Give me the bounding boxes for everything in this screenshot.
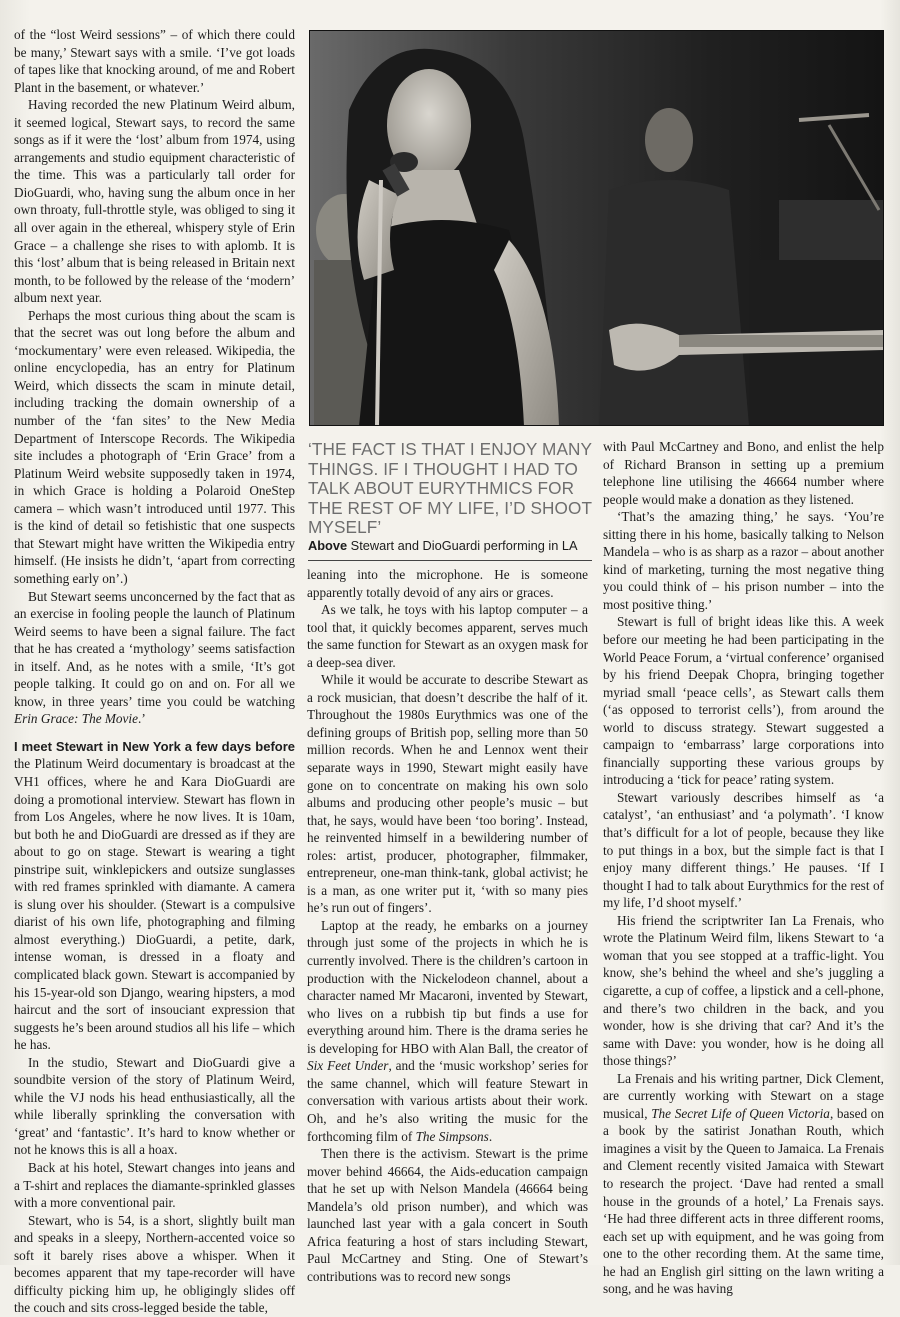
paragraph: leaning into the microphone. He is someone apparently totally devoid of any airs or graces. bbox=[307, 567, 588, 600]
text-run: .’ bbox=[138, 711, 146, 727]
paragraph: ‘That’s the amazing thing,’ he says. ‘You’re sitting there in his home, basically talking to Nelson Mandela – who is as sharp as a razor – about another kind of marketing, turning the most negative thing you could think of – his prison number – into the most positive thing.’ bbox=[603, 509, 884, 612]
paragraph: Then there is the activism. Stewart is the prime mover behind 46664, the Aids-education campaign that he set up with Nelson Mandela (46664 being Mandela’s old prison number), and which was launched last year with a gala concert in South Africa featuring a host of stars including Stewart, Paul McCartney and Sting. One of Stewart’s contributions was to record new songs bbox=[307, 1146, 588, 1284]
performance-photo bbox=[309, 30, 884, 426]
photo-caption bbox=[308, 538, 592, 561]
paragraph: Having recorded the new Platinum Weird album, it seemed logical, Stewart says, to record the same songs as if it were the ‘lost’ album from 1974, using arrangements and studio equipment characteristic of the time. This was a particularly tall order for DioGuardi, who, having sung the album once in her own throaty, full-throttle style, was obliged to sing it all over again in the ethereal, whispery style of Erin Grace – a challenge she rises to with aplomb. It is this ‘lost’ album that is being released in Britain next month, to be followed by the release of the ‘modern’ album next year. bbox=[14, 97, 295, 306]
text-run: the Platinum Weird documentary is broadcast at the VH1 offices, where he and Kara DioGuardi are doing a promotional interview. Stewart has flown in from Los Angeles, where he now lives. It is 10am, but both he and DioGuardi are dressed as if they are about to go on stage. Stewart is wearing a tight pinstripe suit, winklepickers and outsize sunglasses with red frames sprinkled with diamante. A camera is slung over his shoulder. (Stewart is a compulsive diarist of his own life, photographing and filming almost everything.) DioGuardi, a petite, dark, intense woman, is dressed in a floaty and complicated black gown. Stewart is accompanied by his 15-year-old son Django, wearing hipsters, a mod haircut and the sort of insouciant expression that suggests he’s been around studios all his life – which he has. bbox=[14, 756, 295, 1053]
paragraph: Stewart is full of bright ideas like this. A week before our meeting he had been participating in the World Peace Forum, a ‘virtual conference’ organised by his friend Deepak Chopra, bringing together myriad small ‘peace cells’, as Stewart calls them (‘as opposed to terrorist cells’), from around the world to discuss strategy. Stewart suggested a campaign to ‘embarrass’ large corporations into financially supporting these various groups by introducing a ‘tick for peace’ rating system. bbox=[603, 614, 884, 788]
section-opening-paragraph bbox=[14, 738, 295, 1054]
article-column-1 bbox=[14, 26, 295, 1317]
italic-title: Six Feet Under bbox=[307, 1058, 389, 1074]
text-run: Laptop at the ready, he embarks on a journey through just some of the projects in which he is currently involved. There is the children’s cartoon in production with the Nickelodeon channel, about a character named Mr Macaroni, invented by Stewart, who lives on a rubbish tip but finds a use for everything around him. There is the drama series he is developing for HBO with Alan Ball, the creator of bbox=[307, 917, 588, 1056]
italic-title: Erin Grace: The Movie bbox=[14, 711, 138, 727]
paragraph: His friend the scriptwriter Ian La Frenais, who wrote the Platinum Weird film, likens Stewart to ‘a woman that you see stopped at a traffic-light. You know, she’s behind the wheel and she’s juggling a cigarette, a cup of coffee, a lipstick and a cell-phone, and there’s two children in the back, and you wonder, how is she driving that car? And it’s the same with Dave: you wonder, how is he doing all those things?’ bbox=[603, 912, 884, 1069]
text-run: But Stewart seems unconcerned by the fact that as an exercise in fooling people the launch of Platinum Weird seems to have been a signal failure. The fact that he has created a ‘mythology’ seems satisfaction in itself. And, as he notes with a smile, ‘It’s got people talking. It could go on and on. For all we know, in three years’ time you could be watching bbox=[14, 588, 295, 709]
article-column-2 bbox=[307, 566, 588, 1285]
paragraph: Stewart variously describes himself as ‘a catalyst’, ‘an enthusiast’ and ‘a polymath’. ‘I know that’s difficult for a lot of people, because they like to put things in a box, but the simple fact is that I enjoy many different things.’ He pauses. ‘If I thought I had to talk about Eurythmics for the rest of my life, I’d shoot myself.’ bbox=[603, 789, 884, 911]
text-run: , and the ‘music workshop’ series for the same channel, which will feature Stewart in conversation with various artists about their work. Oh, and he’s also writing the music for the forthcoming film of bbox=[307, 1058, 588, 1144]
paragraph: with Paul McCartney and Bono, and enlist the help of Richard Branson in setting up a premium telephone line utilising the 46664 number where people would make a donation as they listened. bbox=[603, 439, 884, 507]
pull-quote: ‘THE FACT IS THAT I ENJOY MANY THINGS. IF I THOUGHT I HAD TO TALK ABOUT EURYTHMICS FOR THE REST OF MY LIFE, I’D SHOOT MYSELF’ bbox=[308, 439, 592, 537]
italic-title: The Simpsons bbox=[415, 1128, 489, 1144]
paragraph: While it would be accurate to describe Stewart as a rock musician, that doesn’t describe the half of it. Throughout the 1980s Eurythmics was one of the defining groups of British pop, selling more than 50 million records. When he and Lennox went their separate ways in 1990, Stewart might easily have gone on to concentrate on making his own solo albums and producing other people’s music – but that, he says, would have been ‘too boring’. Instead, he reinvented himself in a bewildering number of roles: artist, producer, photographer, filmmaker, entrepreneur, one-man think-tank, global activist; he is a man, as one writer put it, ‘with so many pies he’s run out of fingers’. bbox=[307, 672, 588, 916]
text-run: , based on a book by the satirist Jonathan Routh, which imagines a visit by the Queen to Jamaica. La Frenais and Clement recently visited Jamaica with Stewart to research the project. ‘Dave had rented a small house in the grounds of a hotel,’ La Frenais says. ‘He had three different acts in three different rooms, each set up with equipment, and he was going from one to the other recording them. At the same time, he had an English girl sitting on the lawn writing a song, and he was having bbox=[603, 1105, 884, 1297]
section-lead-in: I meet Stewart in New York a few days before bbox=[14, 738, 295, 754]
paragraph: of the “lost Weird sessions” – of which there could be many,’ Stewart says with a smile. ‘I’ve got loads of tapes like that knocking around, of me and Robert Plant in the basement, or whatever.’ bbox=[14, 27, 295, 95]
italic-title: The Secret Life of Queen Victoria bbox=[651, 1105, 830, 1121]
text-run: . bbox=[488, 1128, 493, 1144]
article-column-3 bbox=[603, 438, 884, 1298]
paragraph: Back at his hotel, Stewart changes into jeans and a T-shirt and replaces the diamante-sprinkled glasses with a more conventional pair. bbox=[14, 1160, 295, 1211]
caption-label: Above bbox=[308, 538, 348, 553]
paragraph bbox=[14, 588, 295, 728]
paragraph: As we talk, he toys with his laptop computer – a tool that, it quickly becomes apparent, serves much the same function for Stewart as an oxygen mask for a deep-sea diver. bbox=[307, 602, 588, 670]
paragraph bbox=[307, 917, 588, 1145]
photo-illustration bbox=[309, 30, 884, 426]
paragraph bbox=[603, 1070, 884, 1298]
caption-text: Stewart and DioGuardi performing in LA bbox=[347, 538, 578, 553]
text-run: La Frenais and his writing partner, Dick Clement, are currently working with Stewart on a stage musical, bbox=[603, 1070, 884, 1121]
paragraph: Stewart, who is 54, is a short, slightly built man and speaks in a sleepy, Northern-accented voice so soft it barely rises above a whisper. When it becomes apparent that my tape-recorder will have difficulty picking him up, he obligingly slides off the couch and sits cross-legged beside the table, bbox=[14, 1212, 295, 1316]
paragraph: Perhaps the most curious thing about the scam is that the secret was out long before the album and ‘mockumentary’ were even released. Wikipedia, the online encyclopedia, has an entry for Platinum Weird, which dissects the scam in minute detail, including tracking the domain ownership of a number of the ‘fan sites’ to the New Media Department of Interscope Records. The Wikipedia site includes a photograph of ‘Erin Grace’ from a Platinum Weird website supposedly taken in 1974, in which Grace is holding a Polaroid OneStep camera – which wasn’t introduced until 1977. This is the kind of detail so fetishistic that one suspects that Stewart might have written the Wikipedia entry himself. (He insists he didn’t, ‘apart from correcting something early on’.) bbox=[14, 307, 295, 586]
paragraph: In the studio, Stewart and DioGuardi give a soundbite version of the story of Platinum Weird, while the VJ nods his head enthusiastically, all the while liberally sprinkling the conversation with ‘great’ and ‘fantastic’. It’s hard to know whether or not he knows this is all a hoax. bbox=[14, 1054, 295, 1158]
